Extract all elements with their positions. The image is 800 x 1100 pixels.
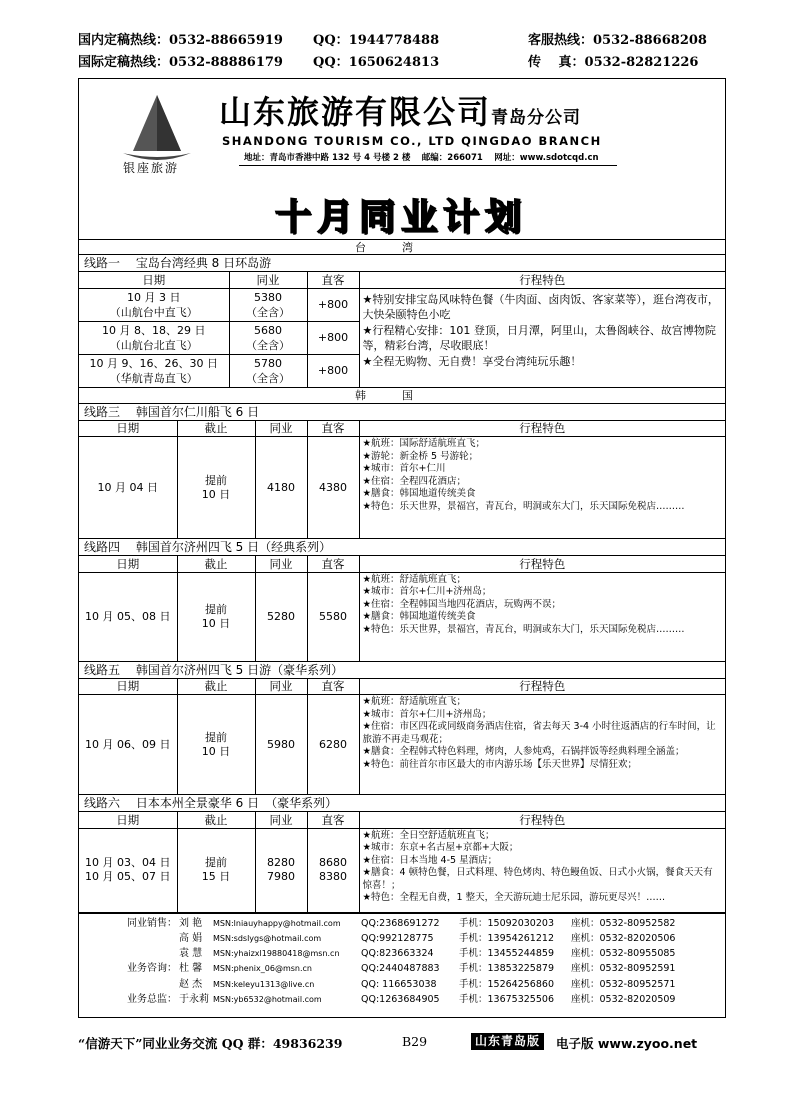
contact-msn: MSN:yhaizxl19880418@msn.cn: [213, 949, 340, 959]
contact-qq: QQ:2368691272: [361, 917, 440, 929]
feature-line: ★特色：乐天世界，景福宫，青瓦台，明洞或东大门，乐天国际免税店………: [362, 623, 685, 635]
col-header: 直客: [307, 679, 359, 695]
fax-line: 传 真：0532-82821226: [528, 55, 699, 70]
main-frame: [78, 78, 726, 1018]
contact-role: [79, 946, 177, 961]
contact-name: 高 娟: [179, 932, 203, 944]
col-header: 直客: [307, 812, 359, 828]
col-header: 行程特色: [359, 556, 725, 572]
contact-row: [79, 916, 725, 931]
price-cell: 5380 （全含）: [229, 288, 307, 321]
contact-qq: QQ:1263684905: [361, 993, 440, 1005]
feature-line: ★住宿：全程四花酒店；: [362, 475, 467, 487]
contact-row: [79, 977, 725, 992]
features-cell: [359, 695, 725, 795]
contact-name: 刘 艳: [179, 917, 203, 929]
service-hotline: 客服热线：0532-88668208: [528, 33, 707, 48]
col-header: 直客: [307, 556, 359, 572]
col-header: 同业: [255, 679, 307, 695]
date-cell: 10 月 8、18、29 日 （山航台北直飞）: [79, 321, 229, 354]
region-korea: 韩国: [79, 388, 725, 404]
table-row: [79, 437, 725, 539]
feature-line: ★游轮：新金桥 5 号游轮；: [362, 450, 479, 462]
feature-line: ★城市：首尔+仁川+济州岛；: [362, 586, 492, 598]
col-header: 行程特色: [359, 812, 725, 828]
price-cell: 8280 7980: [255, 828, 307, 912]
date-cell: 10 月 04 日: [79, 437, 177, 539]
contact-msn: MSN:sdslygs@hotmail.com: [213, 933, 322, 943]
contact-row: [79, 992, 725, 1007]
contact-landline: 座机：0532-80952582: [571, 917, 676, 929]
contact-qq: QQ: 116653038: [361, 978, 437, 990]
korea-route-3-table: [79, 421, 725, 540]
contact-mobile: 手机：13954261212: [459, 932, 554, 944]
company-name: 山东旅游有限公司青岛分公司: [219, 93, 582, 131]
contact-mobile: 手机：13455244859: [459, 948, 554, 960]
features-cell: [359, 572, 725, 661]
contact-row: [79, 931, 725, 946]
contact-row: [79, 946, 725, 961]
japan-route-6-table: [79, 812, 725, 913]
feature-line: ★全程无购物、无自费！享受台湾纯玩乐趣！: [362, 354, 582, 368]
edition-badge: 山东青岛版: [471, 1033, 544, 1050]
table-row: [79, 828, 725, 912]
table-header-row: [79, 679, 725, 695]
price-cell: 5780 （全含）: [229, 354, 307, 387]
contact-landline: 座机：0532-82020509: [571, 993, 676, 1005]
col-header: 同业: [229, 272, 307, 288]
retail-cell: 5580: [307, 572, 359, 661]
col-header: 同业: [255, 556, 307, 572]
contact-role: 同业销售：: [127, 917, 177, 929]
deadline-cell: 提前 10 日: [177, 695, 255, 795]
col-header: 同业: [255, 812, 307, 828]
features-cell: [359, 437, 725, 539]
route-title: 线路五 韩国首尔济州四飞 5 日游（豪华系列）: [79, 662, 725, 679]
contact-name: 于永莉: [179, 993, 209, 1005]
price-cell: 5280: [255, 572, 307, 661]
taiwan-table: [79, 272, 725, 388]
intl-hotline: 国际定稿热线：0532-88886179: [78, 55, 283, 70]
edition-site: 电子版 www.zyoo.net: [556, 1036, 698, 1051]
hotline-row-1: [78, 30, 728, 52]
price-cell: 5980: [255, 695, 307, 795]
feature-line: ★膳食：韩国地道传统美食: [362, 611, 476, 623]
contact-msn: MSN:keleyu1313@live.cn: [213, 979, 315, 989]
feature-line: ★城市：东京+名古屋+京都+大阪；: [362, 842, 519, 854]
features-cell: [359, 828, 725, 912]
features-cell: [359, 288, 725, 387]
table-header-row: [79, 556, 725, 572]
feature-line: ★住宿：市区四花或同级商务酒店住宿，省去每天 3-4 小时往返酒店的行车时间，让旅游不再走马观花；: [362, 721, 716, 745]
route-title: 线路一 宝岛台湾经典 8 日环岛游: [79, 255, 725, 272]
date-cell: 10 月 05、08 日: [79, 572, 177, 661]
date-cell: 10 月 03、04 日 10 月 05、07 日: [79, 828, 177, 912]
divider: [239, 165, 617, 166]
feature-line: ★行程精心安排：101 登顶，日月潭，阿里山，太鲁阁峡谷、故宫博物院等，精彩台湾，尽收眼底！: [362, 323, 716, 353]
route-title: 线路四 韩国首尔济州四飞 5 日（经典系列）: [79, 539, 725, 556]
col-header: 日期: [79, 812, 177, 828]
feature-line: ★航班：国际舒适航班直飞；: [362, 438, 486, 449]
col-header: 行程特色: [359, 679, 725, 695]
korea-route-4-table: [79, 556, 725, 662]
feature-line: ★特色：前往首尔市区最大的市内游乐场【乐天世界】尽情狂欢；: [362, 758, 638, 770]
feature-line: ★城市：首尔+仁川: [362, 463, 446, 475]
feature-line: ★住宿：日本当地 4-5 星酒店；: [362, 854, 498, 866]
col-header: 截止: [177, 812, 255, 828]
intl-qq: QQ：1650624813: [313, 55, 440, 70]
feature-line: ★航班：全日空舒适航班直飞；: [362, 829, 495, 841]
feature-line: ★膳食：全程韩式特色料理，烤肉，人参炖鸡，石锅拌饭等经典料理全涵盖；: [362, 746, 685, 758]
retail-cell: 6280: [307, 695, 359, 795]
table-header-row: [79, 812, 725, 828]
contact-role: 业务总监：: [127, 993, 177, 1005]
feature-line: ★航班：舒适航班直飞；: [362, 696, 467, 707]
table-header-row: [79, 421, 725, 437]
feature-line: ★城市：首尔+仁川+济州岛；: [362, 708, 492, 720]
date-cell: 10 月 06、09 日: [79, 695, 177, 795]
page-number: B29: [402, 1034, 428, 1049]
qq-group: “信游天下”同业业务交流 QQ 群：49836239: [78, 1036, 343, 1051]
contact-landline: 座机：0532-80955085: [571, 948, 676, 960]
feature-line: ★特别安排宝岛风味特色餐（牛肉面、卤肉饭、客家菜等），逛台湾夜市，大快朵颐特色小吃: [362, 292, 719, 322]
domestic-qq: QQ：1944778488: [313, 33, 440, 48]
col-header: 行程特色: [359, 421, 725, 437]
table-row: [79, 572, 725, 661]
col-header: 直客: [307, 421, 359, 437]
company-header: [79, 79, 725, 239]
table-row: [79, 288, 725, 321]
col-header: 截止: [177, 421, 255, 437]
contact-landline: 座机：0532-82020506: [571, 932, 676, 944]
contact-qq: QQ:2440487883: [361, 963, 440, 975]
feature-line: ★膳食：韩国地道传统美食: [362, 488, 476, 500]
page-footer: [78, 1030, 726, 1054]
retail-cell: 4380: [307, 437, 359, 539]
deadline-cell: 提前 10 日: [177, 572, 255, 661]
route-title: 线路六 日本本州全景豪华 6 日 （豪华系列）: [79, 795, 725, 812]
retail-cell: 8680 8380: [307, 828, 359, 912]
contact-mobile: 手机：13675325506: [459, 993, 554, 1005]
contact-mobile: 手机：15264256860: [459, 978, 554, 990]
korea-route-5-table: [79, 679, 725, 796]
company-name-en: SHANDONG TOURISM CO., LTD QINGDAO BRANCH: [222, 134, 602, 148]
contact-qq: QQ:823663324: [361, 948, 434, 960]
deadline-cell: 提前 15 日: [177, 828, 255, 912]
branch-name: 青岛分公司: [491, 108, 582, 128]
col-header: 日期: [79, 421, 177, 437]
col-header: 同业: [255, 421, 307, 437]
contact-msn: MSN:phenix_06@msn.cn: [213, 964, 312, 974]
col-header: 日期: [79, 556, 177, 572]
itinerary-sections: [79, 239, 725, 1007]
route-title: 线路三 韩国首尔仁川船飞 6 日: [79, 404, 725, 421]
retail-cell: +800: [307, 321, 359, 354]
feature-line: ★特色：乐天世界，景福宫，青瓦台，明洞或东大门，乐天国际免税店………: [362, 500, 685, 512]
retail-cell: +800: [307, 288, 359, 321]
contact-name: 杜 馨: [179, 963, 203, 975]
retail-cell: +800: [307, 354, 359, 387]
feature-line: ★航班：舒适航班直飞；: [362, 573, 467, 585]
col-header: 日期: [79, 679, 177, 695]
date-cell: 10 月 3 日 （山航台中直飞）: [79, 288, 229, 321]
contact-role: [79, 977, 177, 992]
deadline-cell: 提前 10 日: [177, 437, 255, 539]
price-cell: 4180: [255, 437, 307, 539]
contact-msn: MSN:yb6532@hotmail.com: [213, 994, 322, 1004]
feature-line: ★膳食：4 顿特色餐，日式料理、特色烤肉、特色鳗鱼饭、日式小火锅，餐食天天有惊喜！；: [362, 867, 713, 891]
hotline-row-2: [78, 52, 728, 74]
contact-role: 业务咨询：: [127, 963, 177, 975]
table-row: [79, 695, 725, 795]
contact-landline: 座机：0532-80952591: [571, 963, 676, 975]
hotline-bar: [78, 30, 728, 74]
region-taiwan: 台湾: [79, 239, 725, 255]
company-address: 地址：青岛市香港中路 132 号 4 号楼 2 楼 邮编：266071 网址：www.sdotcqd.cn: [244, 153, 599, 163]
contact-list: [79, 913, 725, 1008]
contact-landline: 座机：0532-80952571: [571, 978, 676, 990]
contact-name: 袁 慧: [179, 948, 203, 960]
contact-mobile: 手机：15092030203: [459, 917, 554, 929]
col-header: 日期: [79, 272, 229, 288]
col-header: 直客: [307, 272, 359, 288]
contact-name: 赵 杰: [179, 978, 203, 990]
col-header: 截止: [177, 679, 255, 695]
col-header: 行程特色: [359, 272, 725, 288]
date-cell: 10 月 9、16、26、30 日 （华航青岛直飞）: [79, 354, 229, 387]
contact-msn: MSN:lniauyhappy@hotmail.com: [213, 918, 341, 928]
contact-qq: QQ:992128775: [361, 932, 434, 944]
feature-line: ★特色：全程无自费，1 整天，全天游玩迪士尼乐园，游玩更尽兴！……: [362, 892, 666, 904]
contact-mobile: 手机：13853225879: [459, 963, 554, 975]
feature-line: ★住宿：全程韩国当地四花酒店，玩购两不误；: [362, 598, 562, 610]
col-header: 截止: [177, 556, 255, 572]
contact-role: [79, 931, 177, 946]
price-cell: 5680 （全含）: [229, 321, 307, 354]
table-header-row: [79, 272, 725, 288]
logo-caption: 银座旅游: [123, 161, 180, 175]
contact-row: [79, 961, 725, 976]
domestic-hotline: 国内定稿热线：0532-88665919: [78, 33, 283, 48]
plan-title: 十月同业计划: [274, 197, 527, 238]
